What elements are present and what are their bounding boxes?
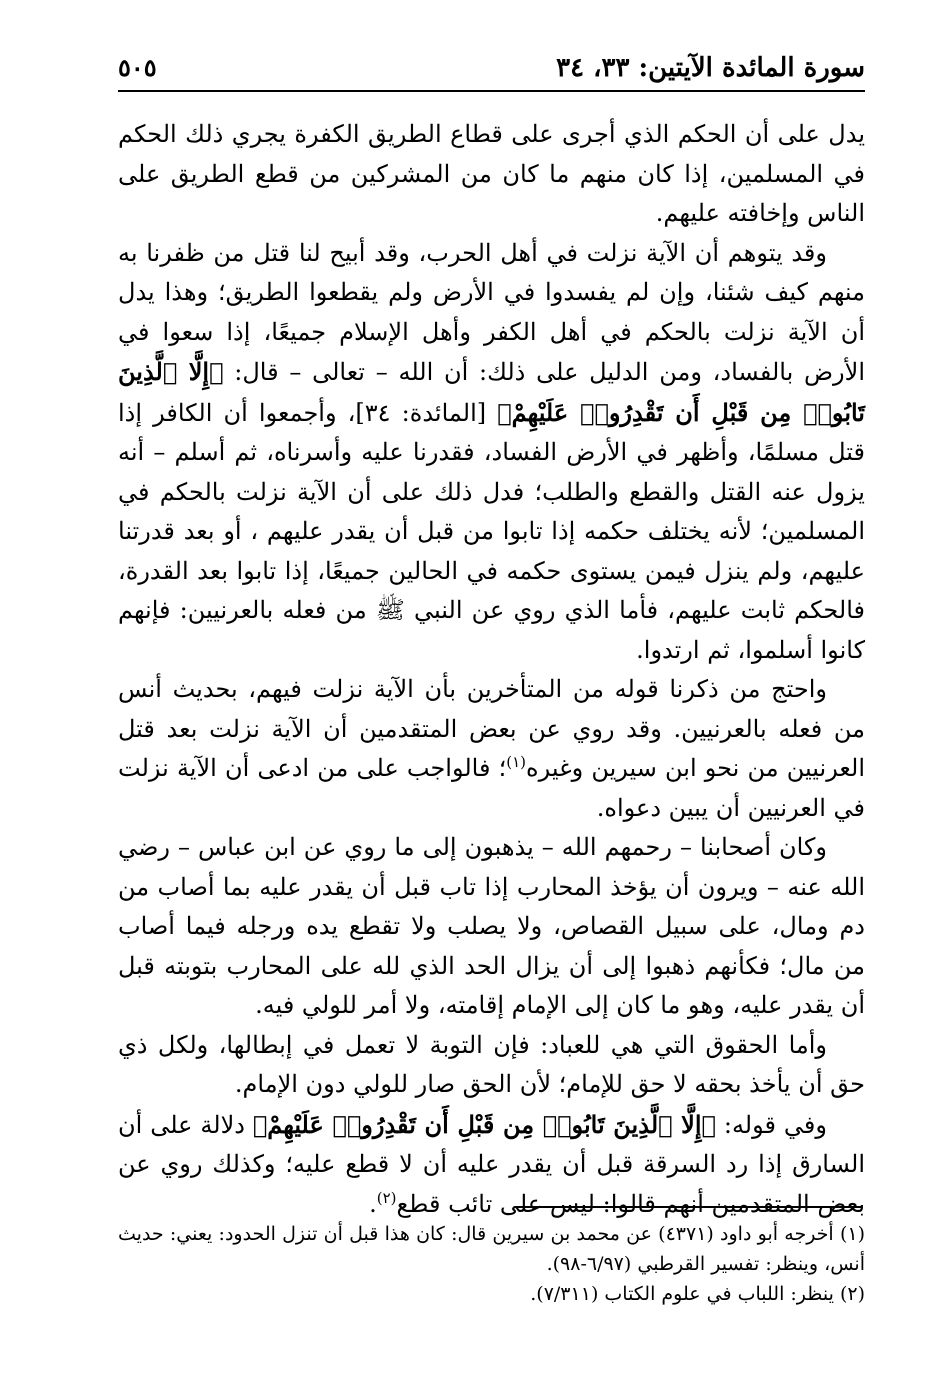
paragraph-3 bbox=[118, 670, 865, 828]
paragraph-6-text-a: وفي قوله: bbox=[715, 1110, 827, 1139]
paragraph-4: وكان أصحابنا – رحمهم الله – يذهبون إلى ما روي عن ابن عباس – رضي الله عنه – ويرون أن يؤخذ المحارب إذا تاب قبل أن يقدر عليه بما أصاب من دم ومال، على سبيل القصاص، ولا يصلب ولا تقطع يده ورجله فيما أصاب من مال؛ فكأنهم ذهبوا إلى أن يزال الحد الذي لله على المحارب بتوبته قبل أن يقدر عليه، وهو ما كان إلى الإمام إقامته، ولا أمر للولي فيه. bbox=[118, 833, 865, 1019]
footnote-ref-1: (١) bbox=[506, 753, 527, 771]
paragraph-2-text-b: [المائدة: ٣٤]، وأجمعوا أن الكافر إذا قتل مسلمًا، وأظهر في الأرض الفساد، فقدرنا عليه وأسرناه، ثم أسلم – أنه يزول عنه القتل والقطع والطلب؛ فدل ذلك على أن الآية نزلت بالحكم في المسلمين؛ لأنه يختلف حكمه إذا تابوا من قبل أن يقدر عليهم ، أو بعد قدرتنا عليهم، ولم ينزل فيمن يستوى حكمه في الحالين جميعًا، إذا تابوا بعد القدرة، فالحكم ثابت عليهم، فأما الذي روي عن النبي ﷺ من فعله بالعرنيين: فإنهم كانوا أسلموا، ثم ارتدوا. bbox=[118, 398, 865, 664]
paragraph-2 bbox=[118, 234, 865, 671]
footnote-separator bbox=[516, 1206, 861, 1208]
footnote-2: (٢) ينظر: اللباب في علوم الكتاب (٧/٣١١). bbox=[530, 1283, 865, 1305]
page-header bbox=[118, 48, 865, 92]
paragraph-6-text-c: . bbox=[369, 1189, 377, 1218]
paragraph-6-text-b: دلالة على أن السارق إذا رد السرقة قبل أن يقدر عليه أن لا قطع عليه؛ وكذلك روي عن بعض المتقدمين أنهم قالوا: ليس على تائب قطع bbox=[118, 1110, 865, 1218]
paragraph-3-text-a: واحتج من ذكرنا قوله من المتأخرين بأن الآية نزلت فيهم، بحديث أنس من فعله بالعرنيين. وقد روي عن بعض المتقدمين أن الآية نزلت بعد قتل العرنيين من نحو ابن سيرين وغيره bbox=[118, 675, 865, 782]
paragraph-1: يدل على أن الحكم الذي أجرى على قطاع الطريق الكفرة يجري ذلك الحكم في المسلمين، إذا كان منهم ما كان من المشركين من قطع الطريق على الناس وإخافته عليهم. bbox=[118, 120, 865, 227]
paragraph-2-text-a: وقد يتوهم أن الآية نزلت في أهل الحرب، وقد أبيح لنا قتل من ظفرنا به منهم كيف شئنا، وإن لم يفسدوا في الأرض ولم يقطعوا الطريق؛ وهذا يدل أن الآية نزلت بالحكم في أهل الكفر وأهل الإسلام جميعًا، إذا سعوا في الأرض بالفساد، ومن الدليل على ذلك: أن الله – تعالى – قال: bbox=[118, 238, 865, 386]
header-rule bbox=[118, 90, 865, 92]
footnote-1: (١) أخرجه أبو داود (٤٣٧١) عن محمد بن سيرين قال: كان هذا قبل أن تنزل الحدود: يعني: حديث أنس، وينظر: تفسير القرطبي (٦/٩٧-٩٨). bbox=[118, 1223, 865, 1275]
page-number: ٥٠٥ bbox=[118, 53, 157, 82]
quran-quote: ﴿إِلَّا ٱلَّذِينَ تَابُوا۟ مِن قَبْلِ أَن تَقْدِرُوا۟ عَلَيْهِمْ﴾ bbox=[252, 1109, 716, 1139]
quran-quote: ﴿إِلَّا ٱلَّذِينَ تَابُوا۟ مِن قَبْلِ أَن تَقْدِرُوا۟ عَلَيْهِمْ﴾ bbox=[118, 357, 865, 427]
running-title: سورة المائدة الآيتين: ٣٣، ٣٤ bbox=[556, 53, 865, 83]
footnotes bbox=[118, 1219, 865, 1309]
paragraph-5: وأما الحقوق التي هي للعباد: فإن التوبة لا تعمل في إبطالها، ولكل ذي حق أن يأخذ بحقه لا حق للإمام؛ لأن الحق صار للولي دون الإمام. bbox=[118, 1030, 865, 1098]
main-text bbox=[118, 115, 865, 1224]
paragraph-3-text-b: ؛ فالواجب على من ادعى أن الآية نزلت في العرنيين أن يبين دعواه. bbox=[118, 754, 865, 822]
footnote-ref-2: (٢) bbox=[376, 1188, 397, 1207]
